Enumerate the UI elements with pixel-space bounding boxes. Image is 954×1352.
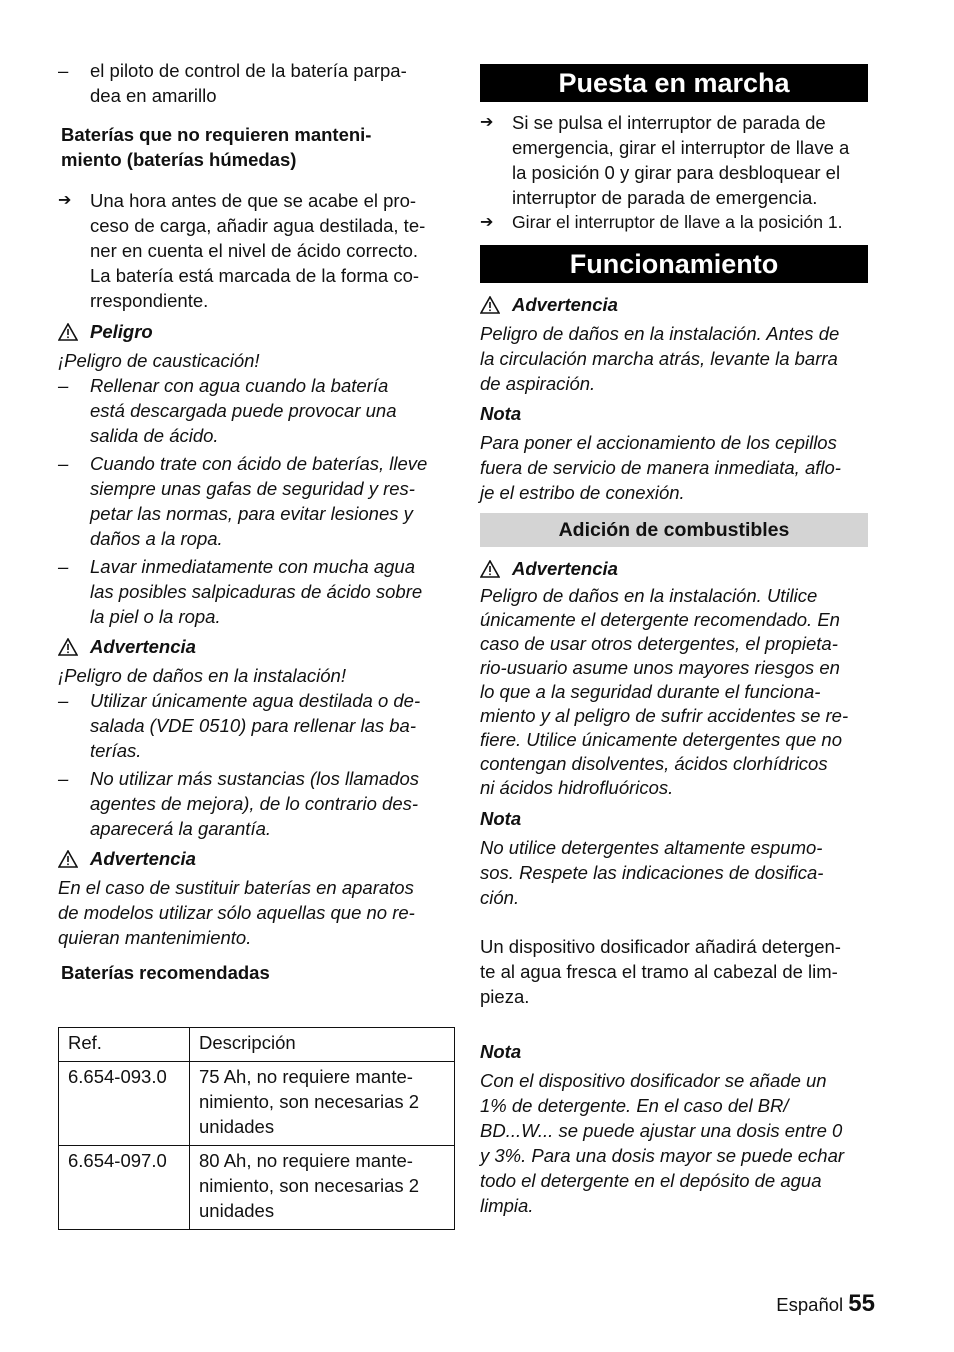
warning-heading: Advertencia xyxy=(480,292,876,317)
danger-list xyxy=(58,373,455,629)
list-item: – Cuando trate con ácido de baterías, lleve siempre unas gafas de seguridad y res- petar las normas, para evitar lesiones y daños a la ropa. xyxy=(58,453,428,549)
note-label: Nota xyxy=(480,808,522,829)
page-footer xyxy=(776,1291,875,1317)
table-cell-desc: 75 Ah, no requiere mante- nimiento, son necesarias 2 unidades xyxy=(190,1062,455,1146)
warning-intro: ¡Peligro de daños en la instalación! xyxy=(58,665,346,686)
footer-language: Español xyxy=(776,1294,844,1315)
warning-triangle-icon xyxy=(58,850,80,868)
section-title-puesta: Puesta en marcha xyxy=(480,64,868,102)
note-text: Para poner el accionamiento de los cepillos fuera de servicio de manera inmediata, aflo- je el estribo de conexión. xyxy=(480,432,841,503)
table-row xyxy=(59,1146,455,1230)
warning-triangle-icon xyxy=(480,560,502,578)
batteries-table xyxy=(58,1027,455,1230)
warning-text: En el caso de sustituir baterías en aparatos de modelos utilizar sólo aquellas que no re- quieran mantenimiento. xyxy=(58,877,415,948)
arrow-icon: ➔ xyxy=(480,214,494,231)
list-item: – No utilizar más sustancias (los llamados agentes de mejora), de lo contrario des- aparecerá la garantía. xyxy=(58,768,420,839)
list-item: – Rellenar con agua cuando la batería está descargada puede provocar una salida de ácido. xyxy=(58,375,397,446)
list-item: – Utilizar únicamente agua destilada o de- salada (VDE 0510) para rellenar las ba- terías. xyxy=(58,690,421,761)
arrow-item: ➔ Girar el interruptor de llave a la posición 1. xyxy=(480,210,876,235)
warning-heading: Advertencia xyxy=(58,846,455,871)
arrow-icon: ➔ xyxy=(480,114,494,131)
subsection-title: Adición de combustibles xyxy=(480,513,868,547)
warning-triangle-icon xyxy=(58,323,80,341)
table-cell-desc: 80 Ah, no requiere mante- nimiento, son necesarias 2 unidades xyxy=(190,1146,455,1230)
table-header-cell: Descripción xyxy=(190,1028,455,1062)
warning-list xyxy=(58,688,455,841)
intro-dash-item xyxy=(58,58,455,108)
right-column xyxy=(480,64,876,1218)
danger-intro: ¡Peligro de causticación! xyxy=(58,350,260,371)
intro-dash-line: dea en amarillo xyxy=(90,85,217,106)
left-column xyxy=(58,58,455,1230)
warning-triangle-icon xyxy=(480,296,502,314)
note-label: Nota xyxy=(480,403,522,424)
section-title-funcionamiento: Funcionamiento xyxy=(480,245,868,283)
recommended-heading: Baterías recomendadas xyxy=(61,962,270,983)
table-header-row xyxy=(59,1028,455,1062)
arrow-item: ➔ Si se pulsa el interruptor de parada de emergencia, girar el interruptor de llave a la posición 0 y girar para desbloquear el interruptor de parada de emergencia. xyxy=(480,112,850,208)
arrow-icon: ➔ xyxy=(58,192,72,209)
body-text: Un dispositivo dosificador añadirá detergen- te al agua fresca el tramo al cabezal de lim- pieza. xyxy=(480,936,841,1007)
list-item: – Lavar inmediatamente con mucha agua las posibles salpicaduras de ácido sobre la piel o la ropa. xyxy=(58,556,423,627)
warning-heading: Advertencia xyxy=(58,634,455,659)
table-row xyxy=(59,1062,455,1146)
warning-text: Peligro de daños en la instalación. Antes de la circulación marcha atrás, levante la barra de aspiración. xyxy=(480,323,840,394)
table-cell-ref: 6.654-097.0 xyxy=(59,1146,190,1230)
sub-heading: Baterías que no requieren manteni- miento (baterías húmedas) xyxy=(61,124,372,170)
dash-marker: – xyxy=(58,60,69,81)
note-text: Con el dispositivo dosificador se añade un 1% de detergente. En el caso del BR/ BD...W... se puede ajustar una dosis entre 0 y 3%. Para una dosis mayor se puede echar todo el detergente en el depósito de agua limpia. xyxy=(480,1070,845,1216)
intro-dash-line: el piloto de control de la batería parpa- xyxy=(90,60,407,81)
danger-heading: Peligro xyxy=(58,319,455,344)
note-text: No utilice detergentes altamente espumo- sos. Respete las indicaciones de dosifica- ción. xyxy=(480,837,824,908)
page-number: 55 xyxy=(848,1290,875,1317)
warning-heading: Advertencia xyxy=(480,556,876,581)
table-cell-ref: 6.654-093.0 xyxy=(59,1062,190,1146)
warning-triangle-icon xyxy=(58,638,80,656)
note-label: Nota xyxy=(480,1041,522,1062)
table-header-cell: Ref. xyxy=(59,1028,190,1062)
warning-text: Peligro de daños en la instalación. Utilice únicamente el detergente recomendado. En caso de usar otros detergentes, el propieta- rio-usuario asume unos mayores riesgos en lo que a la seguridad durante el funciona- miento y al peligro de sufrir accidentes se re- fiere. Utilice únicamente detergentes que no contengan disolventes, ácidos clorhídricos ni ácidos hidrofluóricos. xyxy=(480,585,849,798)
arrow-item: ➔ Una hora antes de que se acabe el pro- ceso de carga, añadir agua destilada, te- ner en cuenta el nivel de ácido correcto. La batería está marcada de la forma co- rrespondiente. xyxy=(58,190,426,311)
